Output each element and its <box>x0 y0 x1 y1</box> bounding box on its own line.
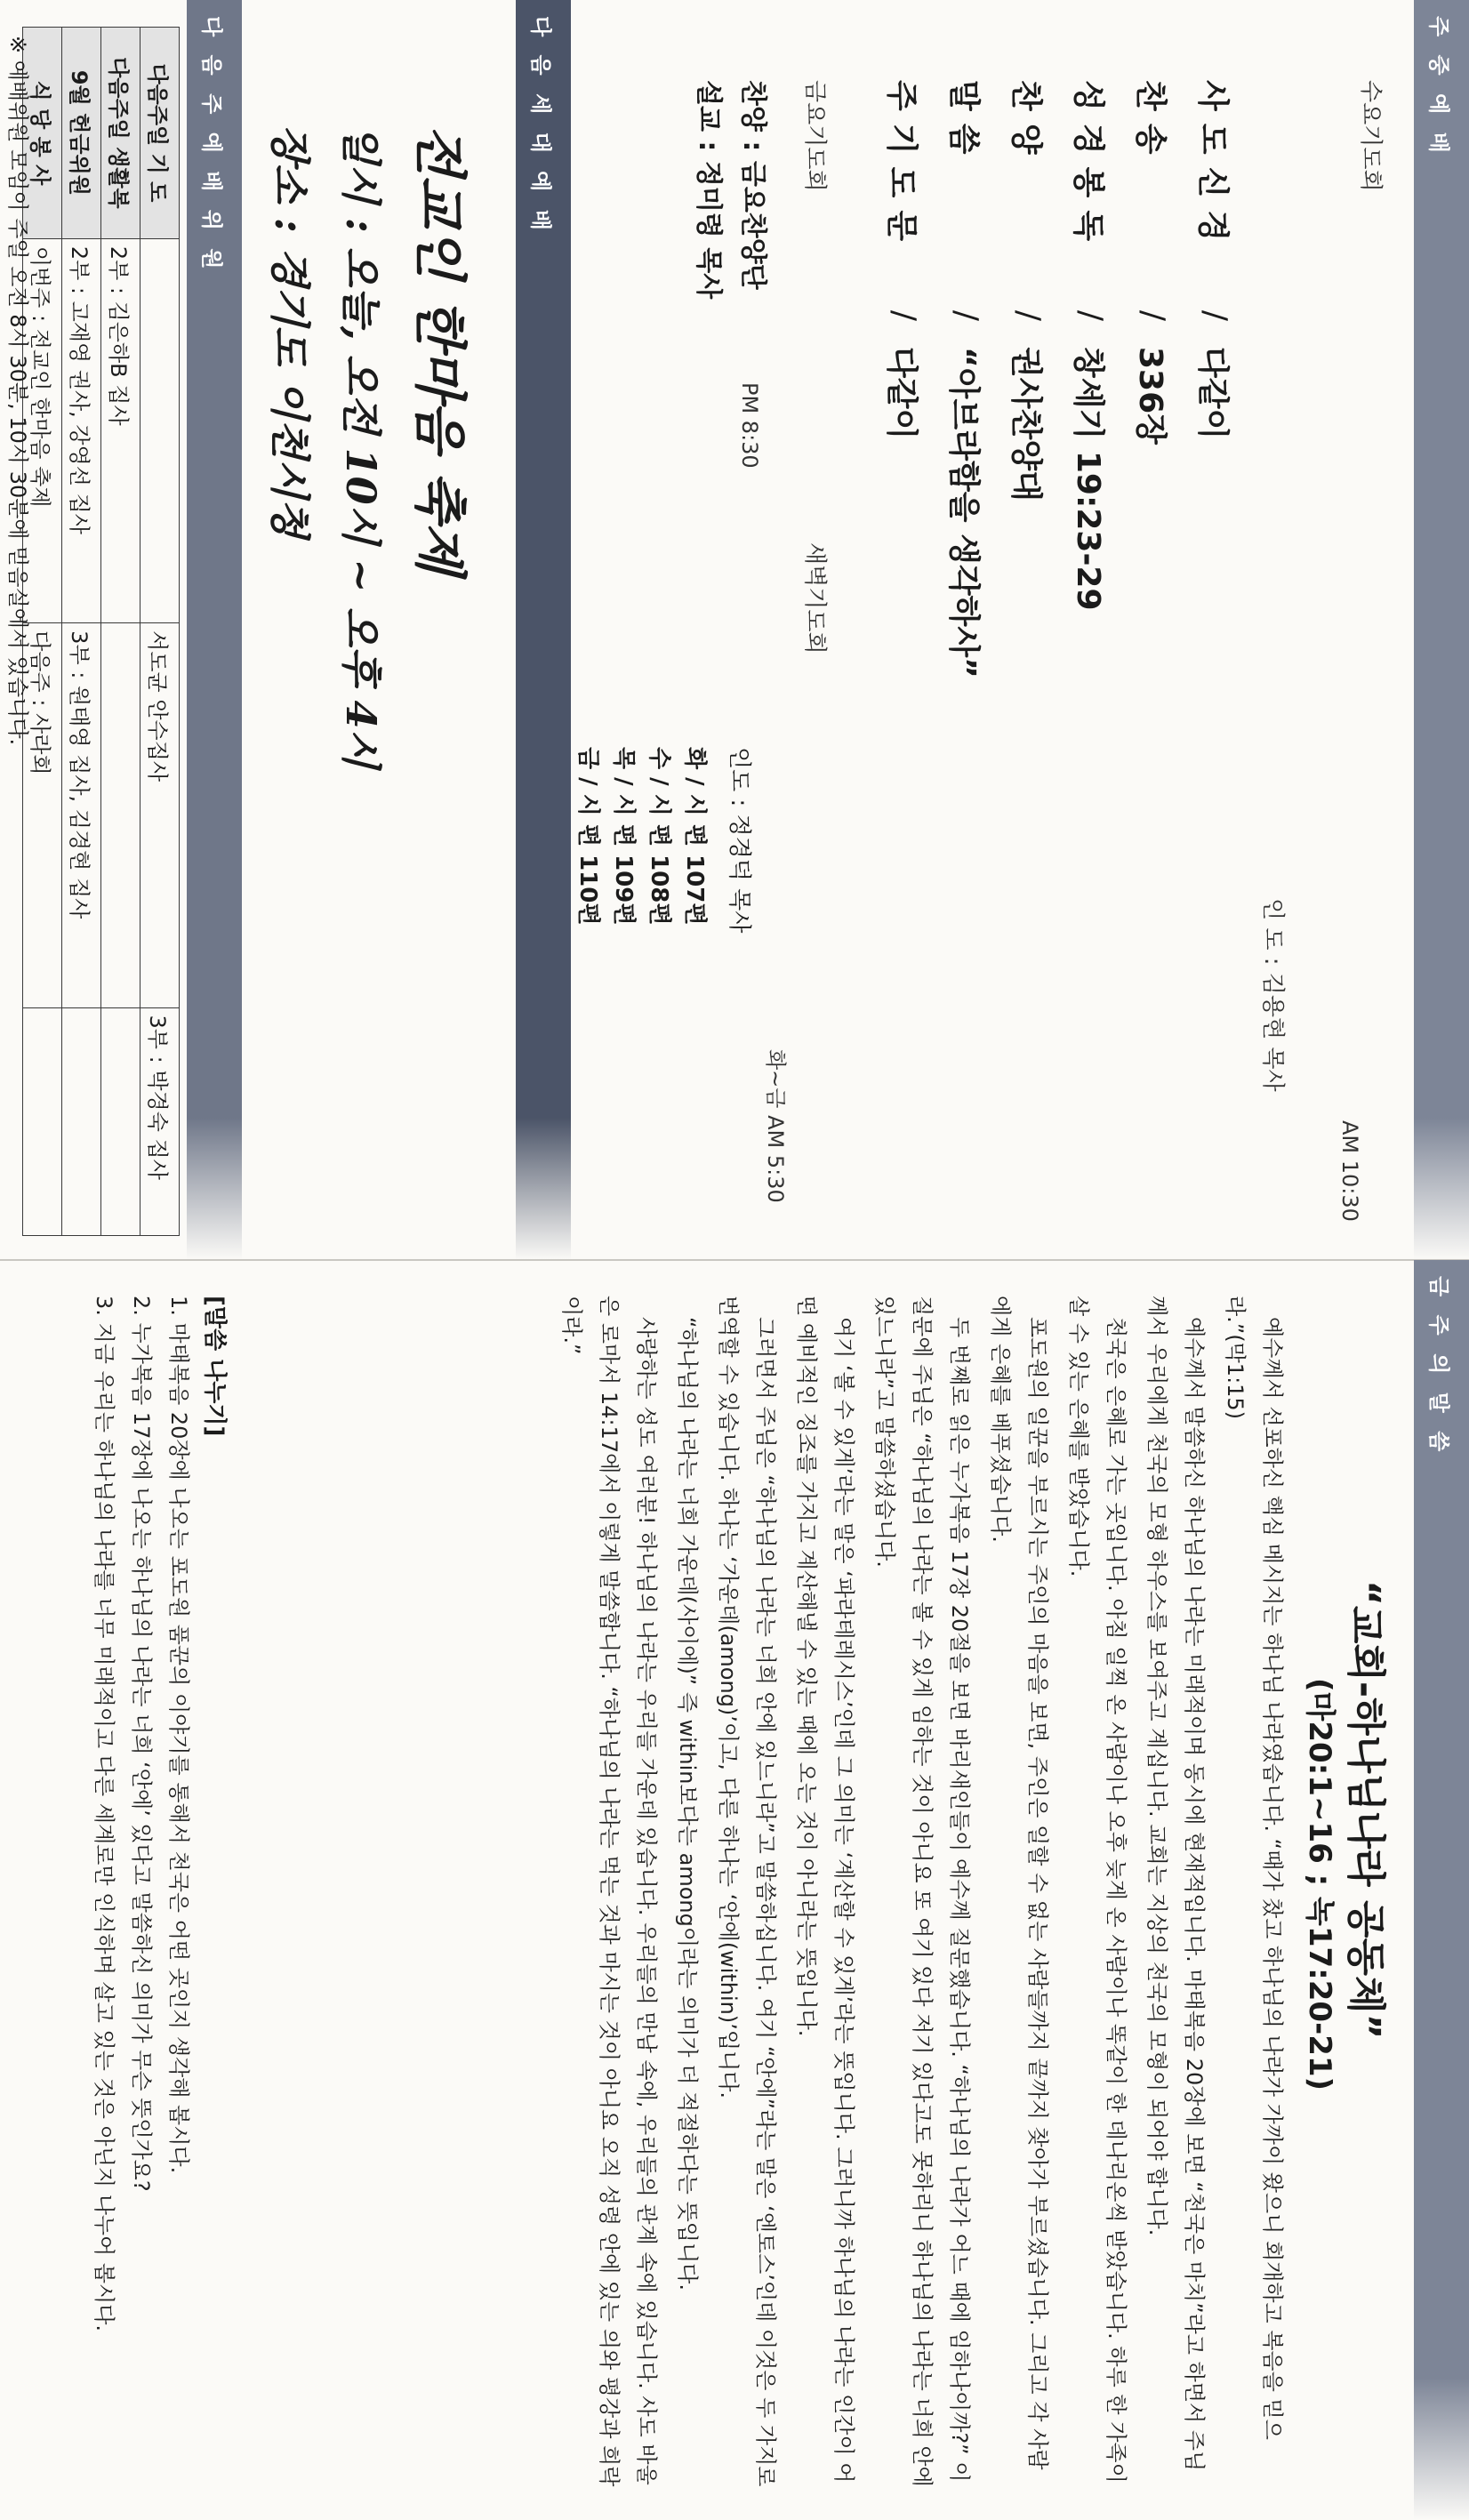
dawn-title: 새벽기도회 <box>801 542 828 654</box>
order-row <box>1192 80 1238 439</box>
dawn-spacer <box>610 847 637 855</box>
sermon-body <box>550 1296 1291 2487</box>
committee-cell: 2부 : 고재영 권사, 강영선 집사 <box>62 238 101 622</box>
right-page <box>0 1260 1469 2520</box>
committee-role: 다음주일 생활복 <box>101 28 140 239</box>
order-item-value: “아브라함을 생각하사” <box>945 347 982 678</box>
committee-row <box>62 28 101 1236</box>
order-separator: / <box>948 309 984 322</box>
dawn-psalm: 107편 <box>681 855 708 926</box>
committee-cell: 서도균 안수집사 <box>140 623 180 1007</box>
order-separator: / <box>1135 309 1171 322</box>
committee-cell <box>101 623 140 1007</box>
discussion-item: 2. 누가복음 17장에 나오는 하나님의 나라는 너희 ‘안에’ 있다고 말씀하신 의미가 무슨 뜻인가요? <box>129 1296 154 2192</box>
sermon-paragraph: 여기 ‘볼 수 있게’라는 말은 ‘파라테레시스’인데 그 의미는 ‘계산할 수 있게’라는 뜻입니다. 그러니까 하나님의 나라는 인간이 어떤 예비적인 징조를 가지고 계산해낼 수 있는 때에 오는 것이 아니라는 뜻입니다. <box>794 1296 856 2484</box>
discussion-list <box>85 1296 197 2487</box>
section-title: 주 중 예 배 <box>1426 16 1452 158</box>
order-row <box>1006 80 1051 502</box>
sermon-title: “교회-하나님나라 공동체” <box>1343 1580 1388 2040</box>
committee-role: 9월 헌금위원 <box>62 28 101 239</box>
sermon-paragraph: “하나님의 나라는 너희 가운데(사이에)” 즉 within보다는 among이라는 의미가 더 적절하다는 뜻입니다. <box>675 1317 700 2291</box>
sermon-paragraph: 예수께서 말씀하신 하나님의 나라는 미래적이며 동시에 현재적입니다. 마태복음 20장에 보면 “천국은 마치”라고 하면서 주님께서 우리에게 천국의 모형 하우스를 보여주고 계십니다. 교회는 지상의 천국의 모형이 되어야 합니다. <box>1144 1296 1207 2472</box>
sermon-paragraph: 그러면서 주님은 “하나님의 나라는 너희 안에 있느니라”고 말씀하십니다. 여기 “안에”라는 말은 ‘엔토스’인데 이것은 두 가지로 번역할 수 있습니다. 하나는 ‘가운데(among)’이고, 다른 하나는 ‘안에(within)’입니다. <box>716 1296 778 2487</box>
dawn-time: 화~금 AM 5:30 <box>763 1049 788 1203</box>
sermon-paragraph: 포도원의 일꾼을 부르시는 주인의 마음을 보면, 주인은 일할 수 없는 사람들까지 끝까지 찾아가 부르셨습니다. 그리고 각 사람에게 은혜를 베푸셨습니다. <box>988 1296 1050 2470</box>
committee-cell: 2부 : 김은하B 집사 <box>101 238 140 622</box>
sermon-paragraph: 천국은 은혜로 가는 곳입니다. 아침 일찍 온 사람이나 오후 늦게 온 사람이나 똑같이 한 데나리온씩 받았습니다. 하루 한 가족이 살 수 있는 은혜를 받았습니다. <box>1066 1296 1128 2484</box>
wednesday-leader: 인 도 : 김용현 목사 <box>1259 898 1286 1092</box>
dawn-day: 금 / 시 편 <box>574 747 601 847</box>
committee-row <box>140 28 180 1236</box>
committee-cell: 이번주 : 전교인 한마음 축제 <box>23 238 62 622</box>
dawn-row <box>680 747 713 925</box>
committee-cell: 3부 : 원태영 집사, 김경현 집사 <box>62 623 101 1007</box>
section-title: 다 음 세 대 예 배 <box>528 16 554 236</box>
friday-title: 금요기도회 <box>801 80 828 192</box>
dawn-spacer <box>574 847 601 855</box>
sermon-paragraph: 두 번째로 읽은 누가복음 17장 20절을 보면 바리새인들이 예수께 질문했습니다. “하나님의 나라가 어느 때에 임하나이까?” 이 질문에 주님은 “하나님의 나라는 볼 수 있게 임하는 것이 아니요 또 여기 있다 저기 있다고도 못하리니 하나님의 나라는 너희 안에 있느니라”고 말씀하셨습니다. <box>872 1296 972 2487</box>
order-item-label: 말씀 <box>945 80 982 167</box>
dawn-row <box>574 747 606 925</box>
sermon-paragraph: 예수께서 선포하신 핵심 메시지는 하나님 나라였습니다. “때가 찼고 하나님의 나라가 가까이 왔으니 회개하고 복음을 믿으라.”(막1:15) <box>1223 1296 1285 2440</box>
wednesday-time: AM 10:30 <box>1337 1120 1362 1222</box>
friday-sermon: 설교 : 정미령 목사 <box>693 80 724 300</box>
committee-cell <box>140 238 180 622</box>
committee-cell: 다음주 : 사라회 <box>23 623 62 1007</box>
next-generation-bar <box>516 0 571 1260</box>
dawn-day: 수 / 시 편 <box>646 747 672 847</box>
dawn-psalm: 109편 <box>610 855 637 926</box>
dawn-leader: 인도 : 정경덕 목사 <box>726 747 752 934</box>
discussion-item: 1. 마태복음 20장에 나오는 포도원 품꾼의 이야기를 통해서 천국은 어떤 곳인지 생각해 봅시다. <box>166 1296 191 2174</box>
order-item-value: 권사찬양대 <box>1007 347 1044 502</box>
dawn-row <box>609 747 642 925</box>
order-item-label: 사도신경 <box>1194 80 1231 254</box>
order-item-value: 336장 <box>1132 347 1168 445</box>
committee-role: 다음주일 기 도 <box>140 28 180 239</box>
order-item-label: 찬양 <box>1007 80 1044 167</box>
wednesday-title: 수요기도회 <box>1357 80 1384 192</box>
committee-cell <box>62 1007 101 1235</box>
order-separator: / <box>886 309 922 322</box>
order-item-label: 찬송 <box>1132 80 1168 167</box>
committee-cell <box>101 1007 140 1235</box>
service-committee-bar <box>187 0 242 1260</box>
order-row <box>1130 80 1176 445</box>
discussion-title: [말씀 나누기] <box>201 1296 228 1437</box>
committee-row <box>101 28 140 1236</box>
committee-cell: 3부 : 박경숙 집사 <box>140 1007 180 1235</box>
order-item-label: 주기도문 <box>883 80 919 254</box>
order-separator: / <box>1197 309 1233 322</box>
festival-title: 전교인 한마음 축제 <box>408 124 470 574</box>
dawn-row <box>645 747 678 925</box>
sermon-reference: (마20:1~16 ; 녹17:20-21) <box>1302 1678 1337 2091</box>
committee-cell <box>23 1007 62 1235</box>
weekday-worship-bar <box>1414 0 1469 1260</box>
order-separator: / <box>1010 309 1047 322</box>
order-item-value: 다같이 <box>883 347 919 440</box>
order-row <box>881 80 927 439</box>
friday-praise: 찬양 : 금요찬양단 <box>737 80 768 290</box>
discussion-item: 3. 지금 우리는 하나님의 나라를 너무 미래적이고 다른 세계로만 인식하며 살고 있는 것은 아닌지 나누어 봅시다. <box>92 1296 116 2332</box>
sermon-paragraph: 사랑하는 성도 여러분! 하나님의 나라는 우리들 가운데 있습니다. 우리들의 만남 속에, 우리들의 관계 속에 있습니다. 사도 바울은 로마서 14:17에서 이렇게 말씀합니다. “하나님의 나라는 먹는 것과 마시는 것이 아니요 오직 성령 안에 있는 의와 평강과 희락이라.” <box>559 1296 659 2487</box>
dawn-day: 목 / 시 편 <box>610 747 637 847</box>
section-title: 금 주 의 말 씀 <box>1426 1276 1452 1457</box>
order-row <box>1068 80 1113 611</box>
dawn-day: 화 / 시 편 <box>681 747 708 847</box>
sermon-bar <box>1414 1260 1469 2520</box>
festival-where: 장소 : 경기도 이천시청 <box>266 124 314 538</box>
order-separator: / <box>1072 309 1109 322</box>
dawn-psalm: 108편 <box>646 855 672 926</box>
order-item-label: 성경봉독 <box>1070 80 1106 254</box>
dawn-spacer <box>681 847 708 855</box>
order-item-value: 다같이 <box>1194 347 1231 440</box>
dawn-psalm: 110편 <box>574 855 601 926</box>
festival-when: 일시 : 오늘, 오전 10시 ~ 오후 4시 <box>337 124 385 769</box>
order-row <box>943 80 989 678</box>
friday-time: PM 8:30 <box>737 382 762 469</box>
service-committee-table <box>22 27 180 1236</box>
committee-role: 식 당 봉 사 <box>23 28 62 239</box>
section-title: 다 음 주 예 배 위 원 <box>199 16 225 275</box>
dawn-spacer <box>646 847 672 855</box>
order-item-value: 창세기 19:23-29 <box>1070 347 1106 611</box>
committee-note: ※ 예배위원 모임이 주일 오전 8시 30분, 10시 30분에 믿음실에서 있습니다. <box>5 36 30 746</box>
